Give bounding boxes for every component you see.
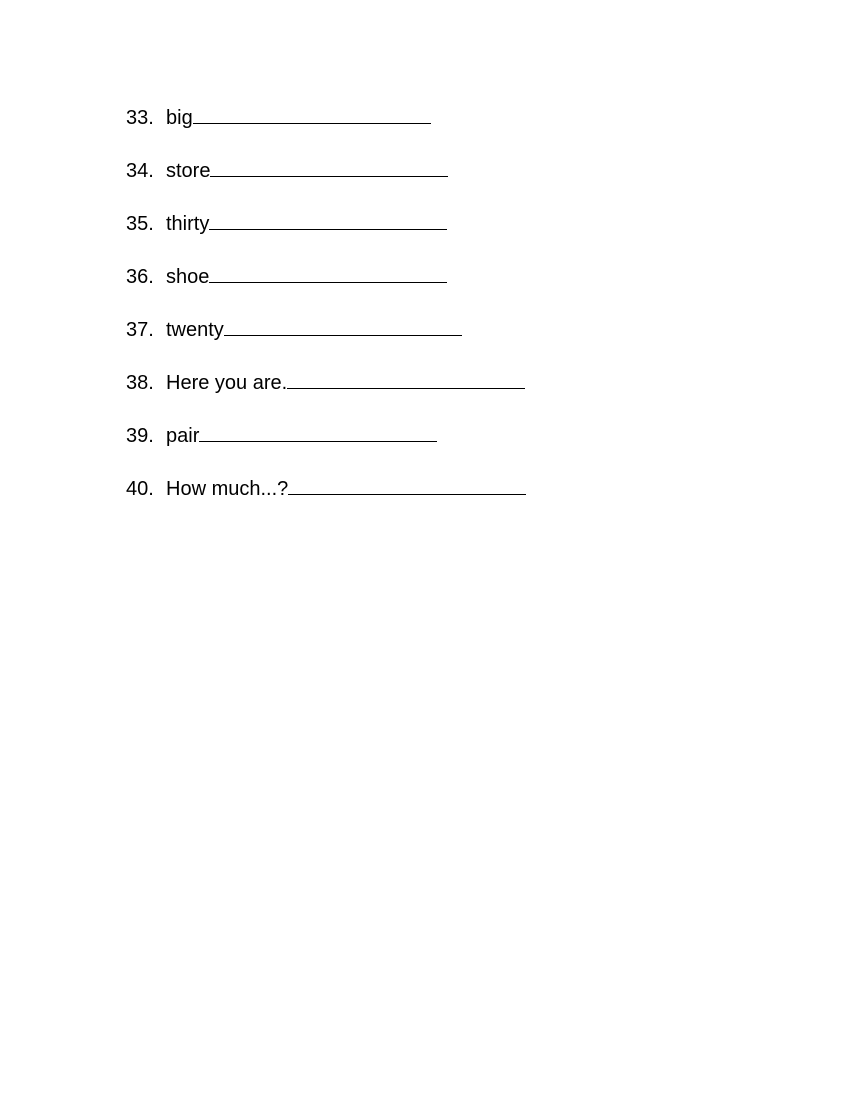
item-number: 39. [126,425,154,447]
vocabulary-list [126,105,526,529]
answer-blank[interactable] [209,211,447,230]
item-word: shoe [166,266,210,288]
item-number: 38. [126,372,154,394]
list-item [126,158,526,211]
answer-blank[interactable] [288,476,526,495]
answer-blank[interactable] [209,264,447,283]
list-item [126,317,526,370]
answer-blank[interactable] [287,370,525,389]
list-item [126,211,526,264]
item-number: 40. [126,478,154,500]
list-item [126,476,526,529]
item-number: 35. [126,213,154,235]
item-number: 33. [126,107,154,129]
item-number: 34. [126,160,154,182]
item-word: store [166,160,211,182]
list-item [126,264,526,317]
list-item [126,423,526,476]
item-word: pair [166,425,200,447]
answer-blank[interactable] [210,158,448,177]
list-item [126,370,526,423]
answer-blank[interactable] [193,105,431,124]
item-word: How much...? [166,478,289,500]
item-word: thirty [166,213,210,235]
item-number: 36. [126,266,154,288]
answer-blank[interactable] [224,317,462,336]
item-word: big [166,107,193,129]
item-word: twenty [166,319,224,341]
item-word: Here you are. [166,372,288,394]
list-item [126,105,526,158]
answer-blank[interactable] [199,423,437,442]
item-number: 37. [126,319,154,341]
